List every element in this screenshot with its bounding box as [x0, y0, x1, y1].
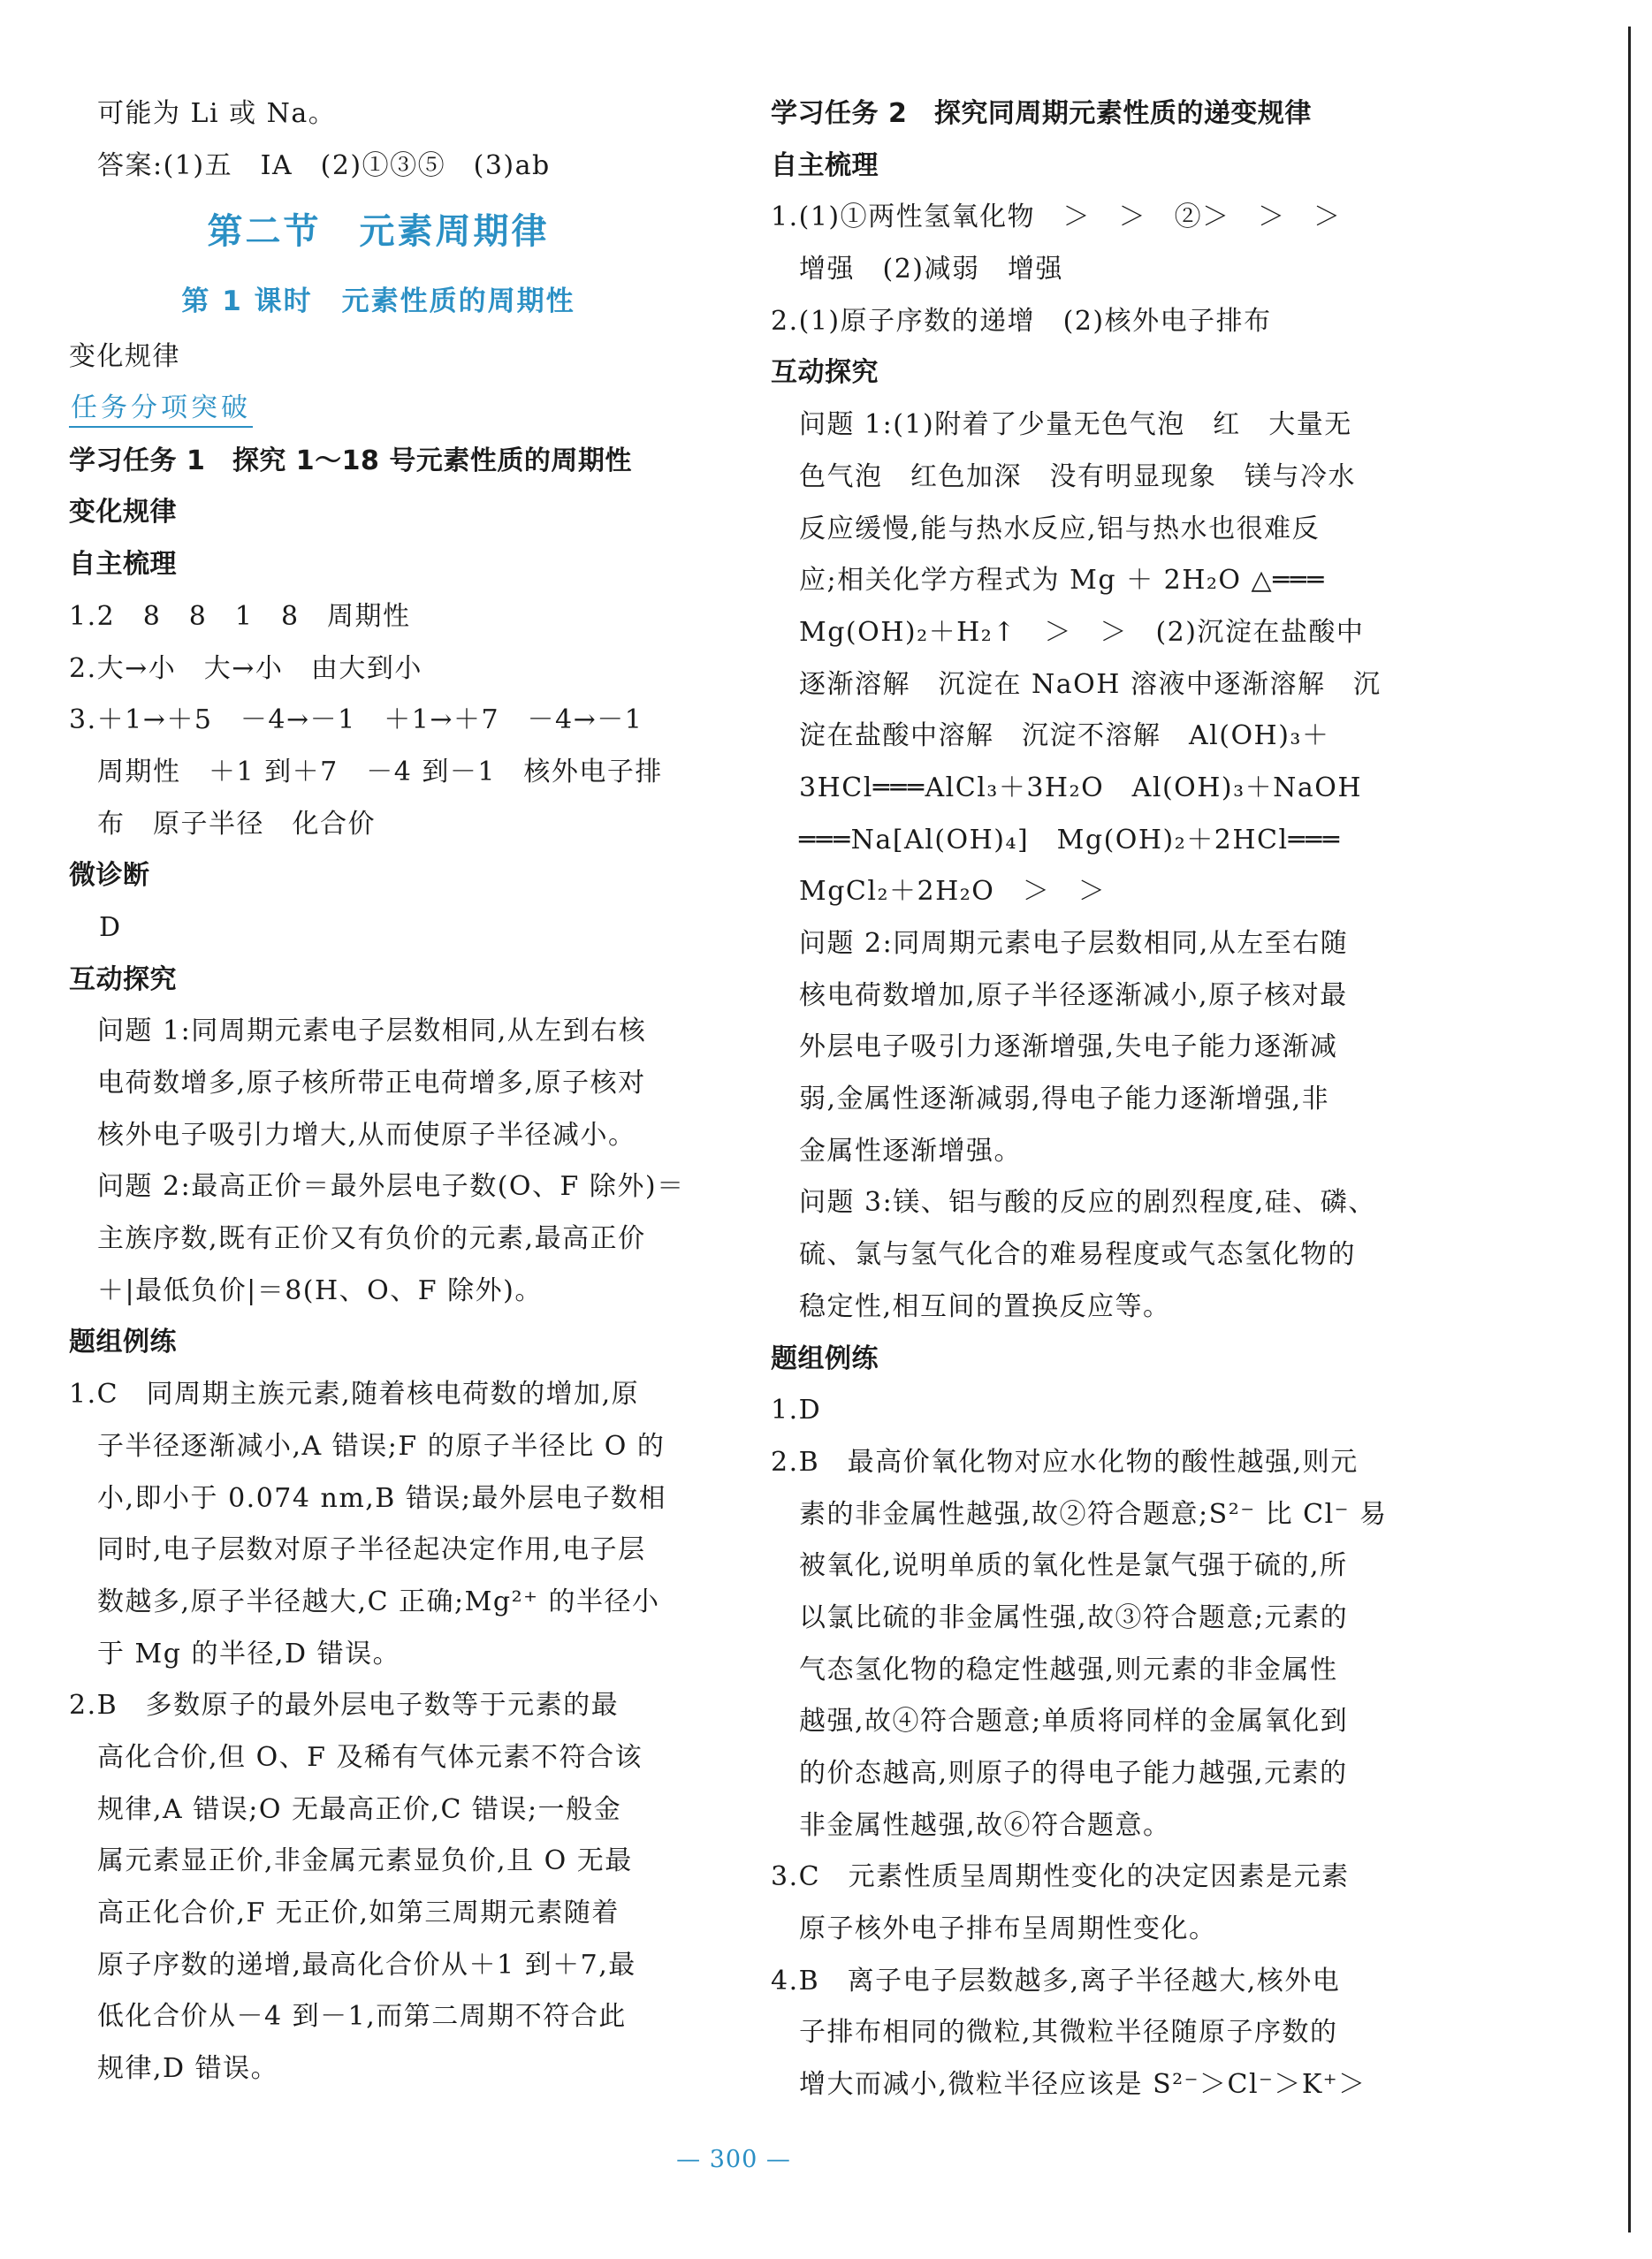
text-line: 3.C 元素性质呈周期性变化的决定因素是元素 — [771, 1861, 1350, 1893]
heading-line: 互动探究 — [69, 963, 177, 995]
text-line: 逐渐溶解 沉淀在 NaOH 溶液中逐渐溶解 沉 — [799, 668, 1382, 700]
heading-line: 微诊断 — [69, 860, 150, 892]
section-title: 第二节 元素周期律 — [207, 211, 550, 253]
heading-line: 自主梳理 — [69, 549, 177, 581]
lesson-title: 第 1 课时 元素性质的周期性 — [181, 285, 575, 318]
text-line: 被氧化,说明单质的氧化性是氯气强于硫的,所 — [799, 1550, 1348, 1582]
text-line: 应;相关化学方程式为 Mg ＋ 2H₂O △═══ — [799, 565, 1325, 597]
text-line: 问题 3:镁、铝与酸的反应的剧烈程度,硅、磷、 — [799, 1187, 1376, 1219]
heading-line: 互动探究 — [771, 357, 879, 389]
text-line: 越强,故④符合题意;单质将同样的金属氧化到 — [799, 1706, 1349, 1738]
text-line: 布 原子半径 化合价 — [97, 808, 376, 840]
text-line: MgCl₂＋2H₂O ＞ ＞ — [799, 876, 1107, 908]
right-column — [771, 88, 1407, 2111]
text-line: 规律,A 错误;O 无最高正价,C 错误;一般金 — [97, 1793, 622, 1825]
text-line: 1.2 8 8 1 8 周期性 — [69, 600, 411, 632]
task-banner: 任务分项突破 — [69, 391, 253, 428]
page-edge-line — [1628, 27, 1631, 2232]
heading-line: 自主梳理 — [771, 149, 879, 181]
text-line: 弱,金属性逐渐减弱,得电子能力逐渐增强,非 — [799, 1084, 1330, 1115]
text-line: 问题 2:同周期元素电子层数相同,从左至右随 — [799, 928, 1349, 959]
task-banner-row — [69, 384, 688, 436]
text-line: 数越多,原子半径越大,C 正确;Mg²⁺ 的半径小 — [97, 1586, 660, 1617]
text-line: 3HCl═══AlCl₃＋3H₂O Al(OH)₃＋NaOH — [799, 772, 1363, 803]
text-line: 稳定性,相互间的置换反应等。 — [799, 1290, 1171, 1322]
text-line: 的价态越高,则原子的得电子能力越强,元素的 — [799, 1758, 1348, 1789]
text-line: 增大而减小,微粒半径应该是 S²⁻＞Cl⁻＞K⁺＞ — [799, 2069, 1367, 2101]
text-line: 问题 2:最高正价＝最外层电子数(O、F 除外)＝ — [97, 1171, 685, 1203]
text-line: 子半径逐渐减小,A 错误;F 的原子半径比 O 的 — [97, 1430, 666, 1462]
text-line: 同时,电子层数对原子半径起决定作用,电子层 — [97, 1534, 646, 1566]
text-line: 素的非金属性越强,故②符合题意;S²⁻ 比 Cl⁻ 易 — [799, 1498, 1388, 1530]
left-column — [69, 88, 688, 2095]
text-line: 周期性 ＋1 到＋7 －4 到－1 核外电子排 — [97, 756, 663, 787]
heading-line: 学习任务 2 探究同周期元素性质的递变规律 — [771, 98, 1312, 129]
heading-line: 题组例练 — [771, 1342, 879, 1374]
text-line: 2.B 多数原子的最外层电子数等于元素的最 — [69, 1690, 620, 1722]
text-line: 色气泡 红色加深 没有明显现象 镁与冷水 — [799, 460, 1356, 492]
text-line: 气态氢化物的稳定性越强,则元素的非金属性 — [799, 1654, 1338, 1685]
text-line: 可能为 Li 或 Na。 — [97, 98, 337, 129]
text-line: 淀在盐酸中溶解 沉淀不溶解 Al(OH)₃＋ — [799, 720, 1330, 752]
text-line: 1.D — [771, 1395, 822, 1426]
text-line: 硫、氯与氢气化合的难易程度或气态氢化物的 — [799, 1239, 1356, 1271]
text-line: 高化合价,但 O、F 及稀有气体元素不符合该 — [97, 1741, 643, 1773]
text-line: 2.大→小 大→小 由大到小 — [69, 652, 423, 684]
text-line: 问题 1:(1)附着了少量无色气泡 红 大量无 — [799, 409, 1352, 441]
text-line: 金属性逐渐增强。 — [799, 1135, 1022, 1167]
page-number: — 300 — — [676, 2146, 791, 2173]
text-line: 4.B 离子电子层数越多,离子半径越大,核外电 — [771, 1965, 1341, 1997]
text-line: 规律,D 错误。 — [97, 2053, 279, 2085]
text-line: 于 Mg 的半径,D 错误。 — [97, 1638, 401, 1670]
text-line: 反应缓慢,能与热水反应,铝与热水也很难反 — [799, 513, 1321, 544]
text-line: 1.(1)①两性氢氧化物 ＞ ＞ ②＞ ＞ ＞ — [771, 202, 1342, 233]
heading-line: 题组例练 — [69, 1327, 177, 1358]
text-line: 以氯比硫的非金属性强,故③符合题意;元素的 — [799, 1601, 1349, 1633]
text-line: 3.＋1→＋5 －4→－1 ＋1→＋7 －4→－1 — [69, 704, 643, 736]
text-line: 原子核外电子排布呈周期性变化。 — [799, 1913, 1217, 1945]
text-line: 高正化合价,F 无正价,如第三周期元素随着 — [97, 1898, 620, 1928]
text-line: 低化合价从－4 到－1,而第二周期不符合此 — [97, 2001, 627, 2033]
text-line: 原子序数的递增,最高化合价从＋1 到＋7,最 — [97, 1949, 636, 1981]
text-line: 变化规律 — [69, 341, 180, 373]
text-line: 1.C 同周期主族元素,随着核电荷数的增加,原 — [69, 1379, 640, 1411]
text-line: 核外电子吸引力增大,从而使原子半径减小。 — [97, 1119, 636, 1151]
text-line: ═══Na[Al(OH)₄] Mg(OH)₂＋2HCl═══ — [799, 824, 1341, 856]
text-line: 非金属性越强,故⑥符合题意。 — [799, 1809, 1171, 1841]
text-line: ＋|最低负价|＝8(H、O、F 除外)。 — [97, 1274, 543, 1306]
text-line: 电荷数增多,原子核所带正电荷增多,原子核对 — [97, 1068, 646, 1099]
text-line: 属元素显正价,非金属元素显负价,且 O 无最 — [97, 1845, 633, 1877]
text-line: 核电荷数增加,原子半径逐渐减小,原子核对最 — [799, 979, 1348, 1011]
text-line: D — [99, 911, 122, 943]
text-line: 外层电子吸引力逐渐增强,失电子能力逐渐减 — [799, 1031, 1338, 1063]
text-line: 答案:(1)五 ⅠA (2)①③⑤ (3)ab — [97, 149, 551, 181]
heading-line: 变化规律 — [69, 497, 177, 529]
text-line: 主族序数,既有正价又有负价的元素,最高正价 — [97, 1223, 646, 1255]
text-line: 子排布相同的微粒,其微粒半径随原子序数的 — [799, 2017, 1338, 2049]
heading-line: 学习任务 1 探究 1～18 号元素性质的周期性 — [69, 445, 632, 476]
text-line: 增强 (2)减弱 增强 — [799, 254, 1063, 285]
text-line: 问题 1:同周期元素电子层数相同,从左到右核 — [97, 1015, 647, 1047]
text-line: Mg(OH)₂＋H₂↑ ＞ ＞ (2)沉淀在盐酸中 — [799, 616, 1365, 648]
text-line: 2.(1)原子序数的递增 (2)核外电子排布 — [771, 305, 1272, 337]
text-line: 2.B 最高价氧化物对应水化物的酸性越强,则元 — [771, 1446, 1359, 1478]
text-line: 小,即小于 0.074 nm,B 错误;最外层电子数相 — [97, 1482, 666, 1514]
